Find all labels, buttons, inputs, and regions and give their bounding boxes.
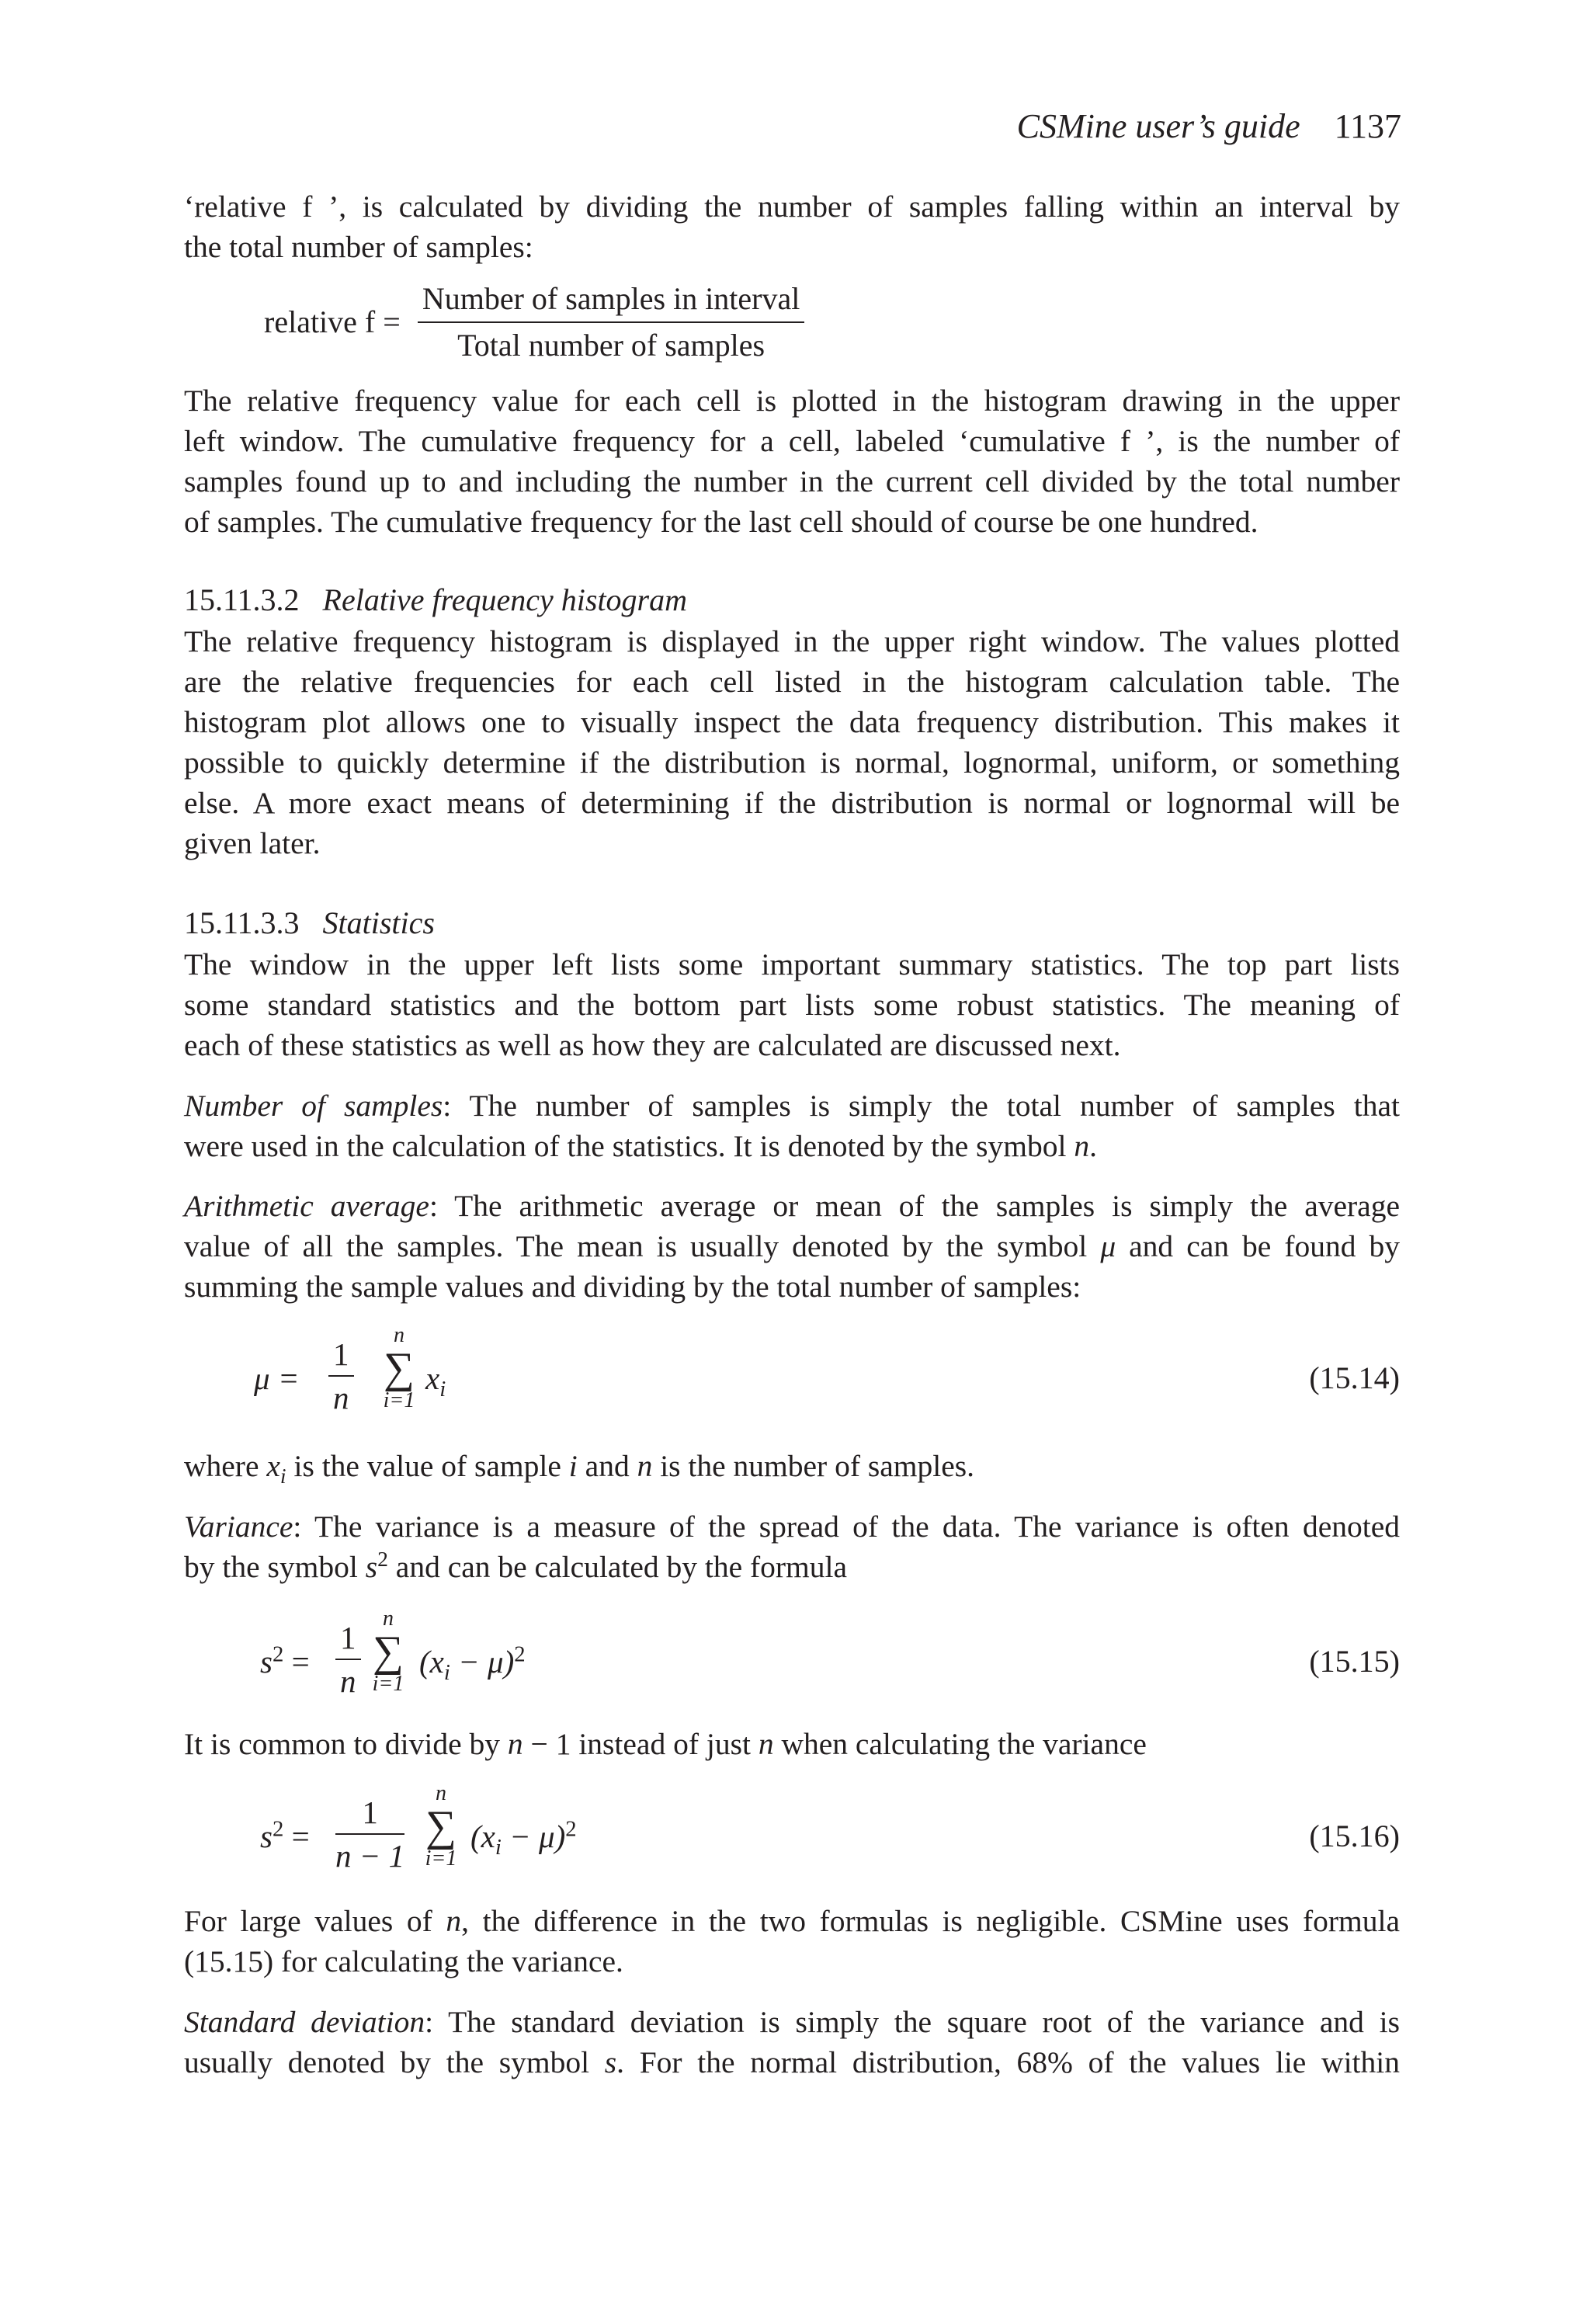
text-line: left window. The cumulative frequency for a cell, labeled ‘cumulative f ’, is the number of xyxy=(184,424,1400,458)
running-header xyxy=(1017,103,1401,150)
fraction-denominator: Total number of samples xyxy=(457,328,765,363)
sum-upper-limit: n xyxy=(394,1323,404,1347)
paragraph-statistics xyxy=(184,944,1400,1065)
section-number: 15.11.3.2 xyxy=(184,582,300,617)
text-line: The relative frequency histogram is displayed in the upper right window. The values plotted xyxy=(184,624,1400,658)
equation-lhs: relative f = xyxy=(264,304,401,339)
paragraph-relative-f xyxy=(184,186,1400,267)
equation-term: $x_i$ xyxy=(425,1360,446,1402)
equation-term: $(x_i - \mu)^2$ xyxy=(470,1816,577,1860)
text-line: some standard statistics and the bottom part lists some robust statistics. The meaning of xyxy=(184,988,1400,1022)
section-title: Relative frequency histogram xyxy=(322,582,688,617)
text-line: Variance: The variance is a measure of the spread of the data. The variance is often denoted xyxy=(184,1509,1400,1544)
text-line: usually denoted by the symbol s. For the normal distribution, 68% of the values lie within xyxy=(184,2045,1400,2079)
term-arithmetic-average: Arithmetic average xyxy=(184,1189,429,1223)
text-line: histogram plot allows one to visually inspect the data frequency distribution. This makes it xyxy=(184,705,1400,739)
paragraph-divide-n-minus-1 xyxy=(184,1724,1400,1764)
text-line: of samples. The cumulative frequency for the last cell should of course be one hundred. xyxy=(184,505,1258,539)
sum-upper-limit: n xyxy=(436,1781,446,1805)
equation-number: (15.14) xyxy=(1309,1360,1400,1395)
paragraph-where-xi xyxy=(184,1446,1400,1486)
header-title: CSMine user’s guide xyxy=(1016,107,1300,145)
sum-lower-limit: i=1 xyxy=(383,1388,415,1412)
equation-fraction: $\frac{1}{n}$ xyxy=(335,1620,361,1699)
term-standard-deviation: Standard deviation xyxy=(184,2005,425,2039)
text-line: are the relative frequencies for each cell listed in the histogram calculation table. The xyxy=(184,665,1400,699)
paragraph-variance xyxy=(184,1506,1400,1587)
page-number: 1137 xyxy=(1334,107,1401,145)
sum-lower-limit: i=1 xyxy=(425,1846,457,1871)
text-line: Number of samples: The number of samples is simply the total number of samples that xyxy=(184,1089,1400,1123)
paragraph-histogram xyxy=(184,621,1400,863)
text-line: else. A more exact means of determining if the distribution is normal or lognormal will be xyxy=(184,786,1400,820)
equation-number: (15.15) xyxy=(1309,1644,1400,1679)
text-line: It is common to divide by n − 1 instead of just n when calculating the variance xyxy=(184,1727,1147,1761)
text-line: Arithmetic average: The arithmetic average or mean of the samples is simply the average xyxy=(184,1189,1400,1223)
sum-upper-limit: n xyxy=(383,1607,394,1631)
section-title: Statistics xyxy=(322,905,435,940)
text-line: value of all the samples. The mean is usually denoted by the symbol μ and can be found by xyxy=(184,1229,1400,1263)
text-line: each of these statistics as well as how they are calculated are discussed next. xyxy=(184,1028,1121,1062)
equation-fraction: $\frac{1}{n - 1}$ xyxy=(335,1794,405,1874)
equation-term: $(x_i - \mu)^2$ xyxy=(419,1641,526,1686)
sum-lower-limit: i=1 xyxy=(372,1672,404,1696)
text-line: given later. xyxy=(184,826,321,860)
equation-15-16 xyxy=(0,1782,1590,1891)
text-line: Standard deviation: The standard deviation is simply the square root of the variance and is xyxy=(184,2005,1400,2039)
text-line: For large values of n, the difference in the two formulas is negligible. CSMine uses formula xyxy=(184,1904,1400,1938)
equation-15-15 xyxy=(0,1607,1590,1716)
term-variance: Variance xyxy=(184,1509,293,1544)
summation xyxy=(419,1782,463,1871)
sigma-symbol: ∑ xyxy=(384,1344,415,1392)
text-line: summing the sample values and dividing by the total number of samples: xyxy=(184,1270,1081,1304)
text-line: The relative frequency value for each cell is plotted in the histogram drawing in the upper xyxy=(184,384,1400,418)
term-number-of-samples: Number of samples xyxy=(184,1089,443,1123)
text-line: ‘relative f ’, is calculated by dividing the number of samples falling within an interval by xyxy=(184,189,1400,224)
text-line: samples found up to and including the number in the current cell divided by the total number xyxy=(184,464,1400,498)
sigma-symbol: ∑ xyxy=(373,1627,404,1676)
section-heading-statistics xyxy=(184,903,435,943)
equation-15-14 xyxy=(0,1324,1590,1433)
section-heading-histogram xyxy=(184,580,687,620)
section-number: 15.11.3.3 xyxy=(184,905,300,940)
summation xyxy=(377,1324,421,1412)
text-line: where $x_i$ is the value of sample i and n is the number of samples. xyxy=(184,1449,975,1488)
sigma-symbol: ∑ xyxy=(425,1802,457,1850)
text-line: by the symbol $s^2$ and can be calculated by the formula xyxy=(184,1546,848,1584)
text-line: (15.15) for calculating the variance. xyxy=(184,1944,623,1978)
equation-lhs: $s^2$ = xyxy=(260,1816,310,1854)
equation-number: (15.16) xyxy=(1309,1819,1400,1853)
paragraph-standard-deviation xyxy=(184,2002,1400,2083)
equation-lhs: $s^2$ = xyxy=(260,1641,310,1680)
text-line: were used in the calculation of the statistics. It is denoted by the symbol n. xyxy=(184,1129,1097,1163)
text-line: The window in the upper left lists some important summary statistics. The top part lists xyxy=(184,947,1400,981)
paragraph-large-n xyxy=(184,1901,1400,1982)
paragraph-cumulative-f xyxy=(184,380,1400,542)
text-line: the total number of samples: xyxy=(184,230,533,264)
equation-relative-f xyxy=(264,280,804,365)
paragraph-number-of-samples xyxy=(184,1086,1400,1166)
equation-fraction: $\frac{1}{n}$ xyxy=(328,1336,354,1416)
equation-lhs: μ = xyxy=(254,1360,300,1396)
paragraph-arithmetic-average xyxy=(184,1186,1400,1307)
text-line: possible to quickly determine if the distribution is normal, lognormal, uniform, or something xyxy=(184,745,1400,780)
equation-fraction xyxy=(418,280,805,365)
fraction-numerator: Number of samples in interval xyxy=(418,280,805,323)
summation xyxy=(366,1607,410,1696)
